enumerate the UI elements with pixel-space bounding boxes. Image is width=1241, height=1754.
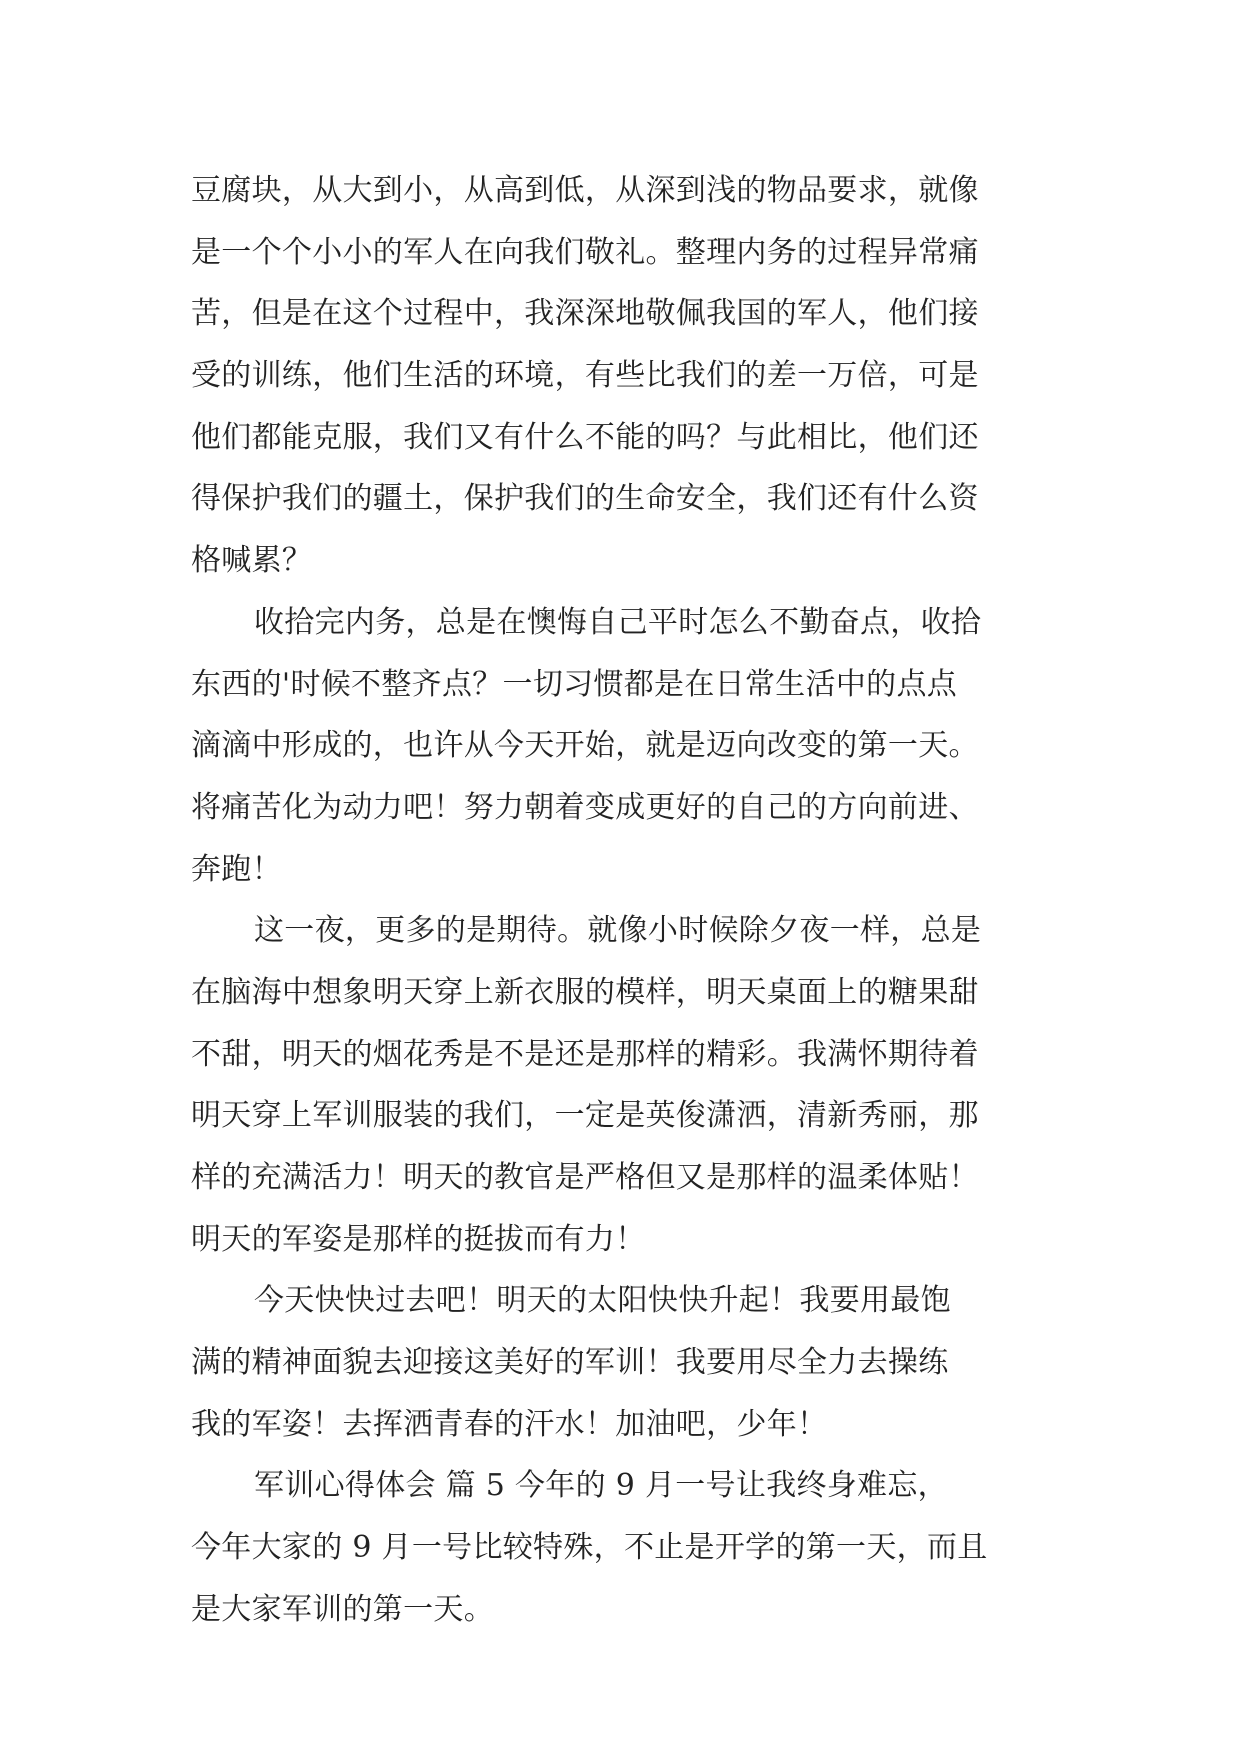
text-line: 军训心得体会 篇 5 今年的 9 月一号让我终身难忘， [254, 1468, 948, 1504]
text-line: 样的充满活力！明天的教官是严格但又是那样的温柔体贴！ [191, 1160, 979, 1195]
paragraph [191, 592, 1071, 900]
text-line: 苦，但是在这个过程中，我深深地敬佩我国的军人，他们接 [191, 296, 979, 332]
document-body [191, 160, 1071, 1641]
text-line: 得保护我们的疆土，保护我们的生命安全，我们还有什么资 [191, 481, 979, 517]
text-line: 不甜，明天的烟花秀是不是还是那样的精彩。我满怀期待着 [191, 1036, 979, 1072]
text-line: 满的精神面貌去迎接这美好的军训！我要用尽全力去操练 [191, 1345, 949, 1381]
text-line: 东西的'时候不整齐点？一切习惯都是在日常生活中的点点 [191, 666, 958, 702]
text-line: 受的训练，他们生活的环境，有些比我们的差一万倍，可是 [191, 358, 979, 394]
text-line: 奔跑！ [191, 851, 282, 887]
text-line: 我的军姿！去挥洒青春的汗水！加油吧，少年！ [191, 1406, 828, 1442]
text-line: 格喊累？ [191, 543, 313, 579]
text-line: 将痛苦化为动力吧！努力朝着变成更好的自己的方向前进、 [191, 789, 979, 825]
text-line: 在脑海中想象明天穿上新衣服的模样，明天桌面上的糖果甜 [191, 974, 979, 1010]
text-line: 收拾完内务，总是在懊悔自己平时怎么不勤奋点，收拾 [254, 604, 982, 640]
paragraph [191, 1455, 1071, 1640]
text-line: 他们都能克服，我们又有什么不能的吗？与此相比，他们还 [191, 419, 979, 455]
text-line: 是大家军训的第一天。 [191, 1591, 494, 1627]
paragraph [191, 1270, 1071, 1455]
paragraph [191, 160, 1071, 592]
text-line: 今天快快过去吧！明天的太阳快快升起！我要用最饱 [254, 1283, 951, 1319]
text-line: 明天的军姿是那样的挺拔而有力！ [191, 1221, 646, 1257]
text-line: 明天穿上军训服装的我们，一定是英俊潇洒，清新秀丽，那 [191, 1098, 979, 1134]
text-line: 这一夜，更多的是期待。就像小时候除夕夜一样，总是 [254, 913, 982, 949]
text-line: 豆腐块，从大到小，从高到低，从深到浅的物品要求，就像 [191, 173, 979, 208]
paragraph [191, 900, 1071, 1270]
text-line: 滴滴中形成的，也许从今天开始，就是迈向改变的第一天。 [191, 728, 979, 764]
text-line: 今年大家的 9 月一号比较特殊，不止是开学的第一天，而且 [191, 1530, 988, 1566]
text-line: 是一个个小小的军人在向我们敬礼。整理内务的过程异常痛 [191, 234, 979, 270]
